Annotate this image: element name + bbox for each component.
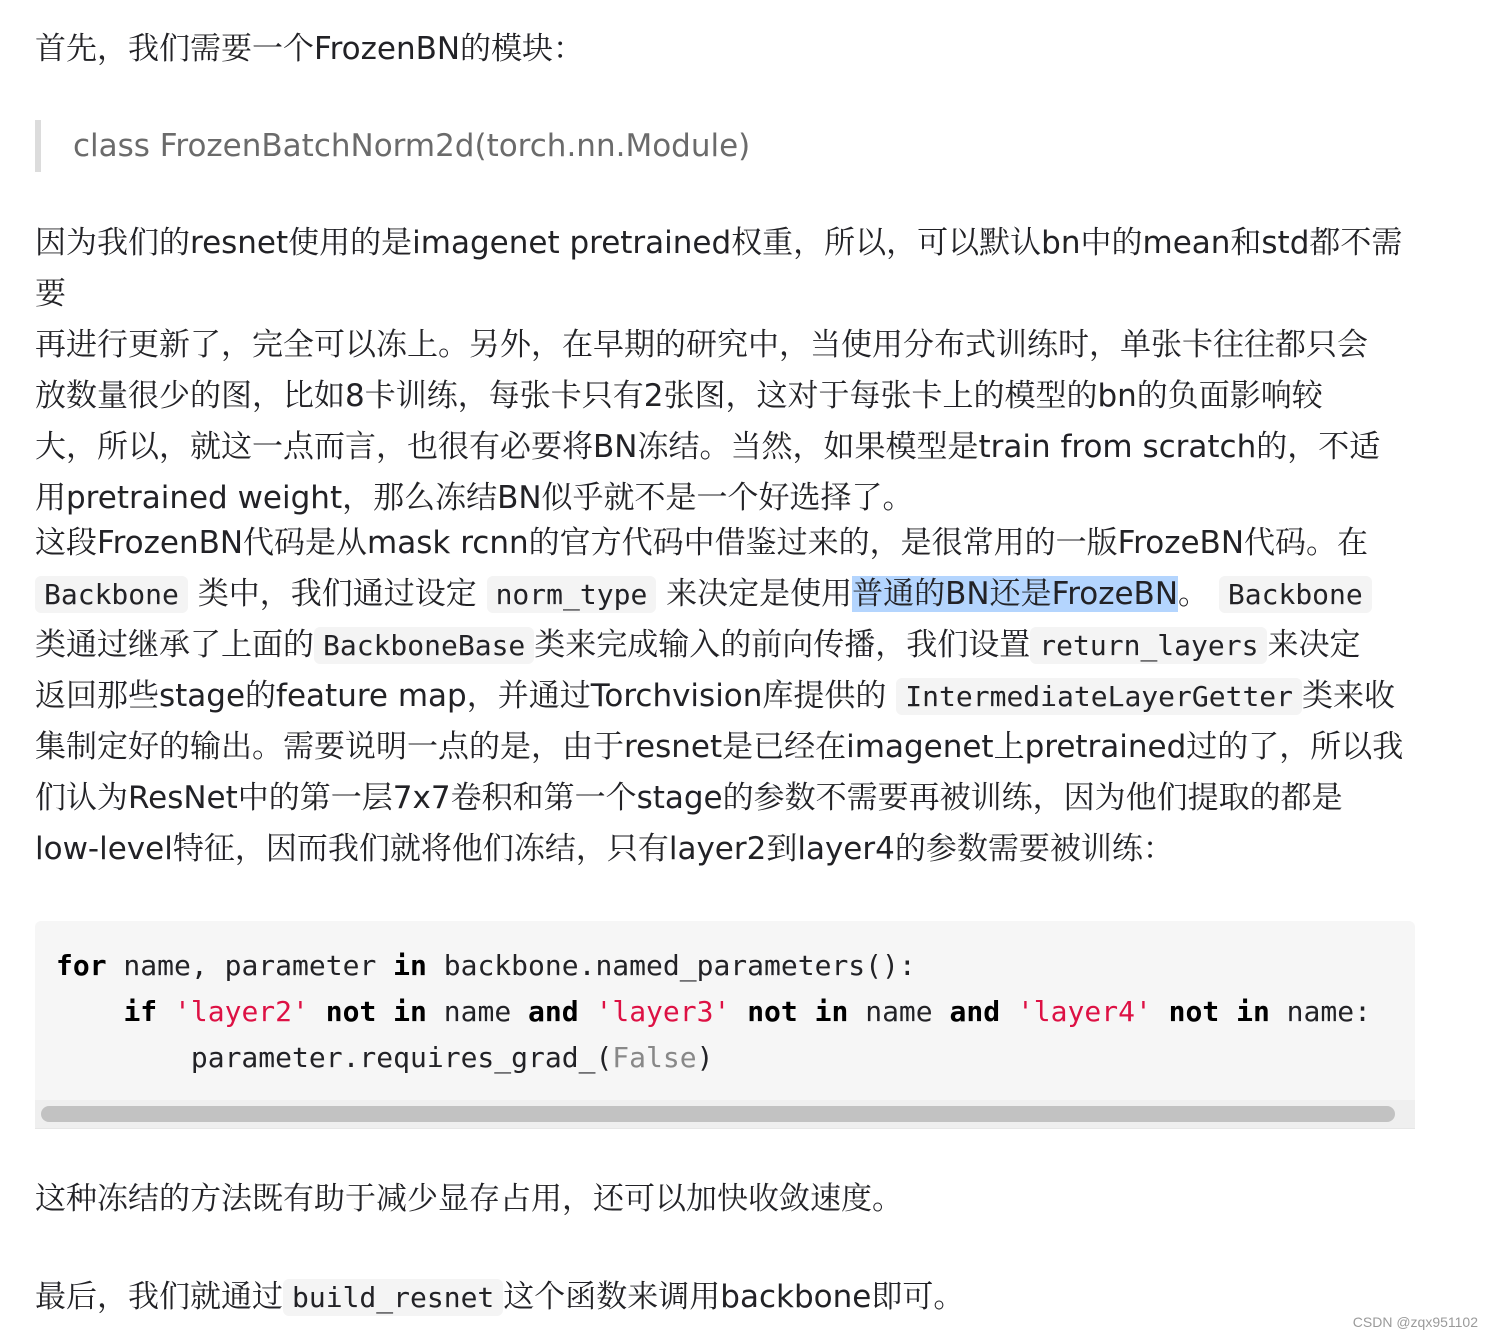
horizontal-scrollbar-thumb[interactable] [41,1106,1395,1122]
keyword: if [123,995,158,1028]
selected-text-highlight[interactable]: 普通的BN还是FrozeBN [852,576,1179,612]
intro-paragraph: 首先，我们需要一个FrozenBN的模块： [35,31,585,67]
text-span: 类来完成输入的前向传播，我们设置 [534,627,1031,663]
code-text: parameter.requires_grad_( [190,1041,613,1074]
keyword: in [1236,995,1270,1028]
paragraph-line: 集制定好的输出。需要说明一点的是，由于resnet是已经在imagenet上pretrained过的了，所以我 [35,729,1404,765]
inline-code-layer-getter: IntermediateLayerGetter [896,678,1302,715]
text-span: 最后，我们就通过 [35,1279,283,1315]
code-text: name [426,995,529,1028]
string-literal: 'layer3' [595,995,731,1028]
code-content [35,921,1415,1081]
string-literal: 'layer2' [174,995,309,1028]
code-indent [56,995,123,1028]
keyword: not [325,995,377,1028]
keyword: for [56,949,107,982]
keyword: and [528,995,579,1028]
code-text: name, parameter [106,949,394,982]
code-text: name [848,995,950,1028]
watermark: CSDN @zqx951102 [1352,1314,1478,1330]
blockquote-text: class FrozenBatchNorm2d(torch.nn.Module) [73,128,751,164]
text-span: 。 [1178,576,1210,612]
paragraph-line: 们认为ResNet中的第一层7x7卷积和第一个stage的参数不需要再被训练，因为他们提取的都是 [35,780,1343,816]
inline-code-return-layers: return_layers [1030,627,1267,664]
paragraph-line: 因为我们的resnet使用的是imagenet pretrained权重，所以，可以默认bn中的mean和std都不需要 [35,225,1403,312]
code-text: ) [696,1041,714,1074]
code-block[interactable] [35,921,1415,1129]
text-span: 类通过继承了上面的 [35,627,314,663]
paragraph-line [35,620,1415,671]
paragraph-line: 用pretrained weight，那么冻结BN似乎就不是一个好选择了。 [35,480,914,516]
keyword: and [949,995,1001,1028]
inline-code-backbone-base: BackboneBase [314,627,534,664]
paragraph-line: low-level特征，因而我们就将他们冻结，只有layer2到layer4的参数需要被训练： [35,831,1174,867]
keyword: not [747,995,798,1028]
inline-code-norm-type: norm_type [487,576,657,613]
paragraph-line: 再进行更新了，完全可以冻上。另外，在早期的研究中，当使用分布式训练时，单张卡往往都只会 [35,327,1368,363]
text-span: 类来收 [1302,678,1396,714]
paragraph-line [35,671,1415,722]
text-span: 返回那些stage的feature map，并通过Torchvision库提供的 [35,678,887,714]
keyword: in [393,949,427,982]
keyword: not [1168,995,1220,1028]
inline-code-build-resnet: build_resnet [283,1279,503,1316]
final-paragraph [35,1272,1415,1323]
paragraph-line: 大，所以，就这一点而言，也很有必要将BN冻结。当然，如果模型是train from scratch的，不适 [35,429,1381,465]
inline-code-backbone: Backbone [35,576,188,613]
blockquote [35,120,1415,172]
keyword: in [393,995,427,1028]
conclusion-paragraph: 这种冻结的方法既有助于减少显存占用，还可以加快收敛速度。 [35,1181,903,1217]
code-text: backbone.named_parameters(): [426,949,916,982]
paragraph-line: 这段FrozenBN代码是从mask rcnn的官方代码中借鉴过来的，是很常用的一版FrozeBN代码。在 [35,525,1369,561]
code-text: name: [1269,995,1371,1028]
text-span: 来决定是使用 [666,576,853,612]
text-span: 这个函数来调用backbone即可。 [503,1279,965,1315]
paragraph-line: 放数量很少的图，比如8卡训练，每张卡只有2张图，这对于每张卡上的模型的bn的负面影响较 [35,378,1323,414]
resnet-paragraph [35,218,1415,524]
text-span: 来决定 [1267,627,1361,663]
code-indent [56,1041,191,1074]
string-literal: 'layer4' [1016,995,1152,1028]
paragraph-line [35,569,1415,620]
keyword: in [814,995,849,1028]
literal: False [612,1041,697,1074]
frozenbn-paragraph [35,518,1415,875]
inline-code-backbone: Backbone [1219,576,1372,613]
text-span: 类中，我们通过设定 [197,576,477,612]
